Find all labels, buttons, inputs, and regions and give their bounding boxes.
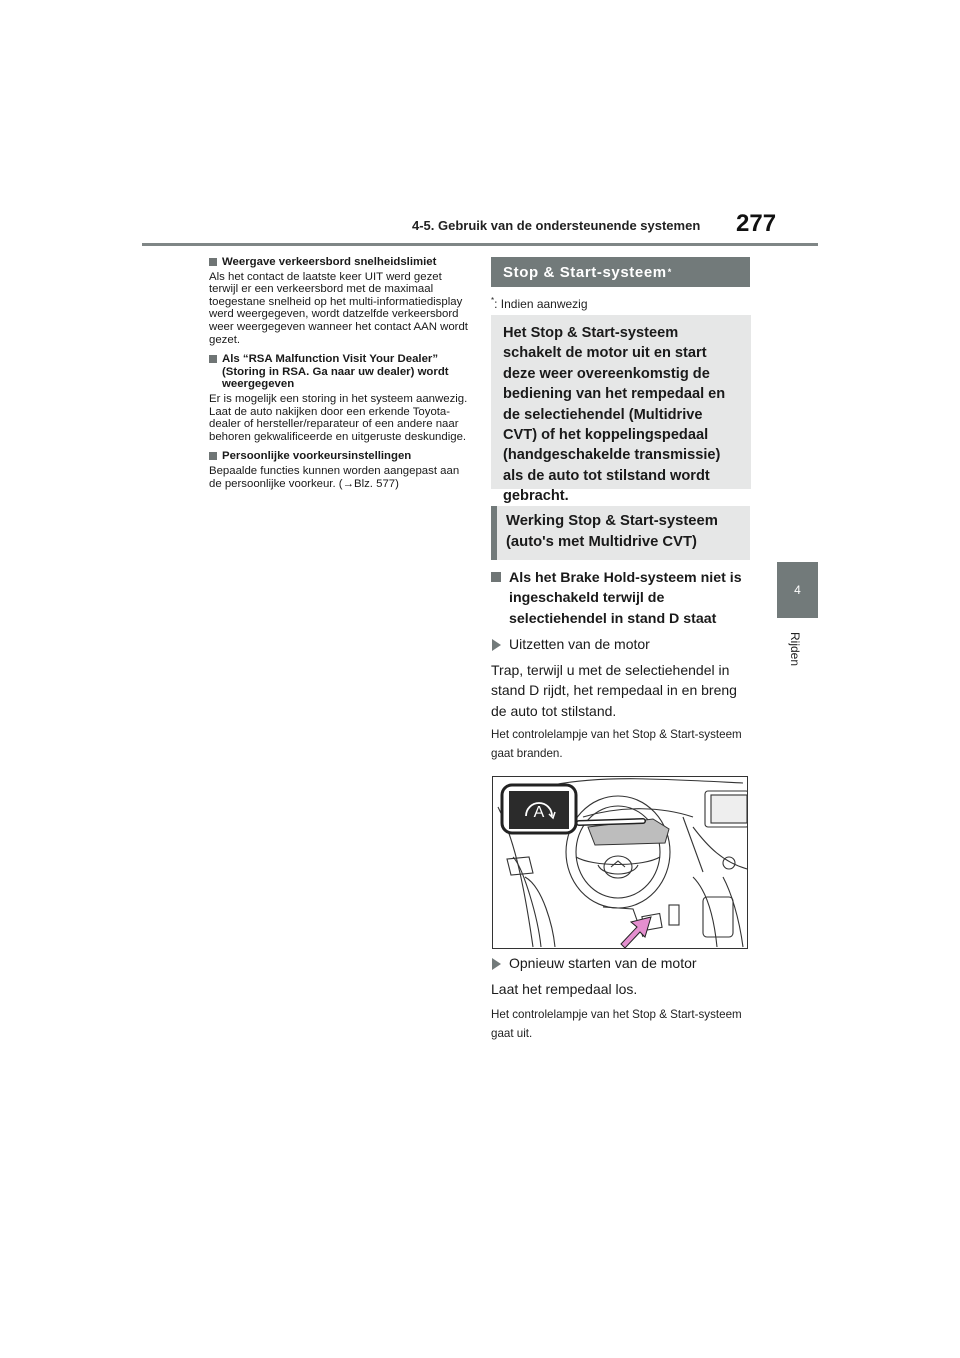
press-arrow-icon — [621, 917, 651, 948]
subheading-personal-settings: Persoonlijke voorkeursinstellingen — [209, 450, 471, 463]
step-engine-restart-body: Laat het rempedaal los. — [491, 981, 638, 997]
square-bullet-icon — [209, 258, 217, 266]
condition-heading: Als het Brake Hold-systeem niet is ingeschakeld terwijl de selectiehendel in stand D staat — [491, 568, 753, 629]
square-bullet-icon — [491, 572, 501, 582]
step-engine-off-note: Het controlelampje van het Stop & Start-systeem gaat branden. — [491, 728, 742, 760]
left-column — [209, 256, 471, 492]
step-engine-off: Uitzetten van de motor — [491, 636, 650, 652]
dashboard-illustration — [492, 776, 748, 949]
chapter-label: Rijden — [788, 632, 802, 667]
page-number: 277 — [736, 210, 777, 237]
square-bullet-icon — [209, 355, 217, 363]
step-engine-off-body: Trap, terwijl u met de selectiehendel in stand D rijdt, het rempedaal in en breng de auto tot stilstand. — [491, 662, 737, 719]
chapter-tab: 4 — [777, 562, 818, 618]
step-engine-restart-note: Het controlelampje van het Stop & Start-systeem gaat uit. — [491, 1008, 742, 1040]
car-interior-drawing — [493, 777, 747, 948]
step-engine-restart: Opnieuw starten van de motor — [491, 955, 697, 971]
paragraph-personal-settings: Bepaalde functies kunnen worden aangepast aan de persoonlijke voorkeur. (→Blz. 577) — [209, 464, 460, 490]
intro-box: Het Stop & Start-systeem schakelt de motor uit en start deze weer overeenkomstig de bediening van het rempedaal en de selectiehendel (Multidrive CVT) of het koppelingspedaal (handgeschakelde transmissie) als de auto tot stilstand wordt gebracht. — [491, 315, 751, 489]
subheading-rsa-malfunction: Als “RSA Malfunction Visit Your Dealer” (Storing in RSA. Ga naar uw dealer) wordt weergegeven — [209, 353, 471, 391]
header-rule — [142, 243, 818, 246]
subheading-speed-sign: Weergave verkeersbord snelheidslimiet — [209, 256, 471, 269]
triangle-bullet-icon — [492, 639, 501, 651]
running-header-title: 4-5. Gebruik van de ondersteunende systemen — [412, 218, 701, 233]
paragraph-speed-sign: Als het contact de laatste keer UIT werd gezet terwijl er een verkeersbord met de maximaal toegestane snelheid op het multi-informatiedisplay werd weergegeven, wordt datzelfde verkeersbord weer weergegeven wanneer het contact AAN wordt gezet. — [209, 270, 468, 346]
triangle-bullet-icon — [492, 958, 501, 970]
square-bullet-icon — [209, 452, 217, 460]
section-header-stop-start: Stop & Start-systeem * — [491, 257, 750, 287]
footnote: *: Indien aanwezig — [491, 296, 588, 311]
subsection-header: Werking Stop & Start-systeem (auto's met Multidrive CVT) — [491, 506, 750, 560]
paragraph-rsa-malfunction: Er is mogelijk een storing in het systeem aanwezig. Laat de auto nakijken door een erkende Toyota-dealer of hersteller/reparateur of een andere naar behoren gekwalificeerde en uitgeruste deskundige. — [209, 392, 468, 443]
auto-stop-icon-letter: A — [533, 804, 545, 821]
